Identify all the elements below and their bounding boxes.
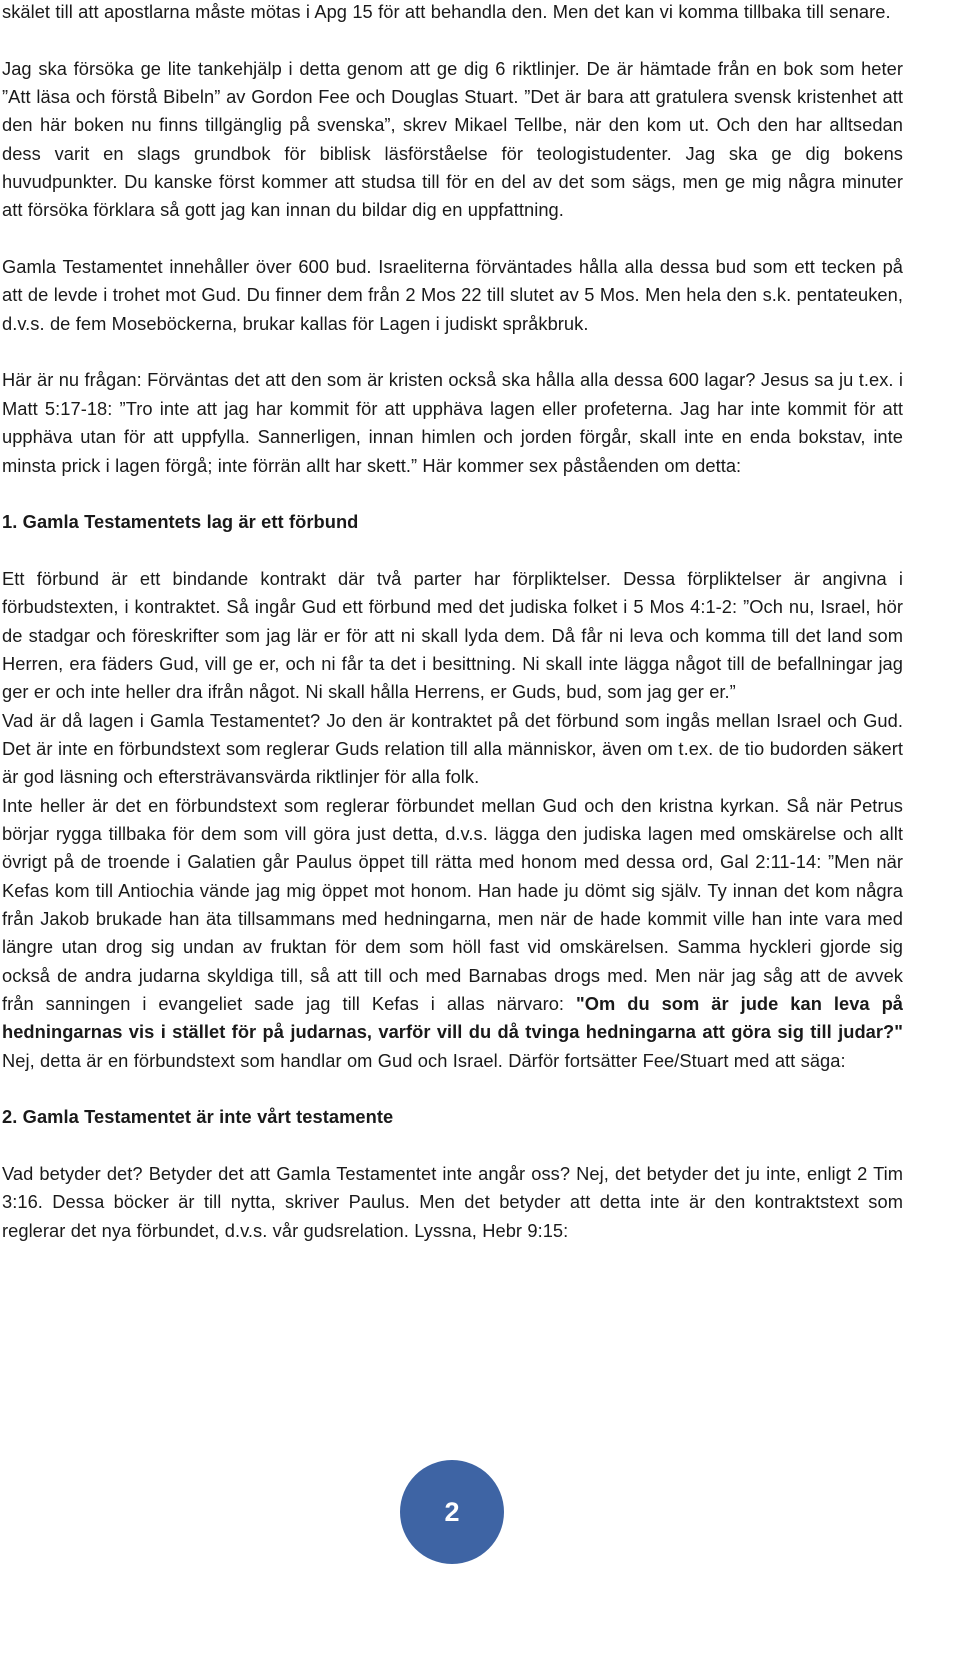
paragraph-covenant: Ett förbund är ett bindande kontrakt där två parter har förpliktelser. Dessa förpliktelser är angivna i förbudstexten, i kontraktet. Så ingår Gud ett förbund med det judiska folket i 5 Mos 4:1-2: ”Och nu, Israel, hör de stadgar och föreskrifter som jag lär er för att ni skall lyda dem. Då får ni leva och komma till det land som Herren, era fäders Gud, vill ge er, och ni får ta det i besittning. Ni skall inte lägga något till de befallningar jag ger er och inte heller dra ifrån något. Ni skall hålla Herrens, er Guds, bud, som jag ger er.” xyxy=(2,567,903,703)
galatians-outro-text: Nej, detta är en förbundstext som handlar om Gud och Israel. Därför fortsätter Fee/Stuart med att säga: xyxy=(2,1049,846,1071)
document-page xyxy=(2,0,903,1245)
paragraph-testament: Vad betyder det? Betyder det att Gamla Testamentet inte angår oss? Nej, det betyder det ju inte, enligt 2 Tim 3:16. Dessa böcker är till nytta, skriver Paulus. Men det betyder att detta inte är den kontraktstext som reglerar det nya förbundet, d.v.s. vår gudsrelation. Lyssna, Hebr 9:15: xyxy=(2,1163,903,1241)
paragraph-commandments: Gamla Testamentet innehåller över 600 bud. Israeliterna förväntades hålla alla dessa bud som ett tecken på att de levde i trohet mot Gud. Du finner dem från 2 Mos 22 till slutet av 5 Mos. Men hela den s.k. pentateuken, d.v.s. de fem Moseböckerna, brukar kallas för Lagen i judiskt språkbruk. xyxy=(2,256,903,334)
galatians-bold-quote: "Om du som är jude kan leva på hedningarnas vis i stället för på judarnas, varför vill du då tvinga hedningarna att göra sig till judar?" xyxy=(2,993,904,1043)
paragraph-galatians xyxy=(2,792,903,1075)
section-heading-1: 1. Gamla Testamentets lag är ett förbund xyxy=(2,511,359,533)
paragraph-question: Här är nu frågan: Förväntas det att den som är kristen också ska hålla alla dessa 600 lagar? Jesus sa ju t.ex. i Matt 5:17-18: ”Tro inte att jag har kommit för att upphäva lagen eller profeterna. Jag har inte kommit för att upphäva utan för att uppfylla. Sannerligen, innan himlen och jorden förgår, skall inte en enda bokstav, inte minsta prick i lagen förgå; inte förrän allt har skett.” Här kommer sex påståenden om detta: xyxy=(2,369,903,476)
page-number-badge xyxy=(400,1460,504,1564)
galatians-intro-text: Inte heller är det en förbundstext som reglerar förbundet mellan Gud och den kristna kyrkan. Så när Petrus börjar rygga tillbaka för dem som vill göra just detta, d.v.s. lägga den judiska lagen med omskärelse och allt övrigt på de troende i Galatien går Paulus öppet till rätta med honom med dessa ord, Gal 2:11-14: ”Men när Kefas kom till Antiochia vände jag mig öppet mot honom. Han hade ju dömt sig själv. Ty innan det kom några från Jakob brukade han äta tillsammans med hedningarna, men när de hade kommit ville han inte vara med längre utan drog sig undan av fruktan för dem som höll fast vid omskärelsen. Samma hyckleri gjorde sig också de andra judarna skyldiga till, så att till och med Barnabas drogs med. Men när jag såg att de avvek från sanningen i evangeliet sade jag till Kefas i allas närvaro: xyxy=(2,794,903,1015)
section-heading-2: 2. Gamla Testamentet är inte vårt testamente xyxy=(2,1106,394,1128)
paragraph-guidelines: Jag ska försöka ge lite tankehjälp i detta genom att ge dig 6 riktlinjer. De är hämtade från en bok som heter ”Att läsa och förstå Bibeln” av Gordon Fee och Douglas Stuart. ”Det är bara att gratulera svensk kristenhet att den här boken nu finns tillgänglig på svenska”, skrev Mikael Tellbe, när den kom ut. Och den har alltsedan dess varit en slags grundbok för biblisk läsförståelse för teologistudenter. Jag ska ge dig bokens huvudpunkter. Du kanske först kommer att studsa till för en del av det som sägs, men ge mig några minuter att försöka förklara så gott jag kan innan du bildar dig en uppfattning. xyxy=(2,57,903,221)
paragraph-intro: skälet till att apostlarna måste mötas i Apg 15 för att behandla den. Men det kan vi komma tillbaka till senare. xyxy=(2,1,891,22)
page-number-text: 2 xyxy=(444,1496,460,1527)
paragraph-law-contract: Vad är då lagen i Gamla Testamentet? Jo den är kontraktet på det förbund som ingås mellan Israel och Gud. Det är inte en förbundstext som reglerar Guds relation till alla människor, även om t.ex. de tio budorden säkert är god läsning och eftersträvansvärda riktlinjer för alla folk. xyxy=(2,709,903,788)
